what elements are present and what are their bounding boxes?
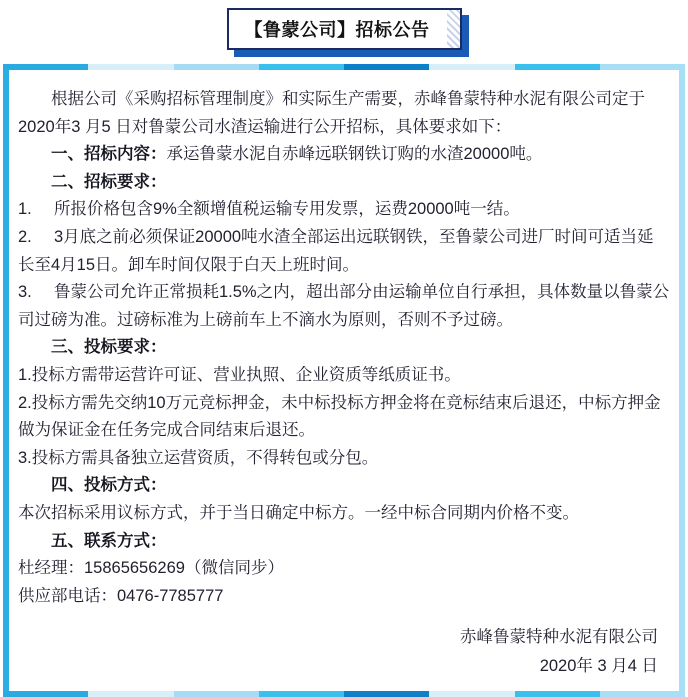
border-segment — [88, 691, 173, 697]
frame-bottom-border — [3, 691, 685, 697]
item-number: 1. — [18, 200, 32, 219]
frame-top-border — [3, 64, 685, 70]
border-segment — [174, 691, 259, 697]
border-segment — [3, 64, 88, 70]
bid-requirement-item: 3.投标方需具备独立运营资质，不得转包或分包。 — [18, 448, 379, 467]
section2-heading: 二、招标要求： — [51, 172, 167, 191]
signature-company: 赤峰鲁蒙特种水泥有限公司 — [460, 628, 658, 647]
section5-heading: 五、联系方式： — [51, 531, 167, 550]
title-stripe-decoration — [447, 10, 460, 48]
border-segment — [429, 691, 514, 697]
item-text: 所报价格包含9%全额增值税运输专用发票，运费20000吨一结。 — [54, 200, 520, 219]
border-segment — [3, 691, 88, 697]
border-segment — [259, 691, 344, 697]
contact-line-manager: 杜经理：15865656269（微信同步） — [18, 559, 284, 578]
border-segment — [344, 64, 429, 70]
section4-heading-line — [18, 472, 670, 500]
requirement-item — [18, 279, 670, 334]
bid-requirement-item: 2.投标方需先交纳10万元竞标押金，未中标投标方押金将在竞标结束后退还，中标方押金做为保证金在任务完成合同结束后退还。 — [18, 393, 661, 440]
contact-line-department: 供应部电话：0476-7785777 — [18, 586, 224, 605]
section1-text: 承运鲁蒙水泥自赤峰远联钢铁订购的水渣20000吨。 — [166, 145, 543, 164]
border-segment — [259, 64, 344, 70]
notice-frame — [3, 64, 685, 697]
page-title: 【鲁蒙公司】招标公告 — [244, 20, 430, 40]
requirement-item — [18, 224, 670, 279]
item-number: 2. — [18, 227, 32, 246]
section1-heading: 一、招标内容： — [51, 145, 167, 164]
section2-heading-line — [18, 169, 670, 197]
intro-paragraph: 根据公司《采购招标管理制度》和实际生产需要，赤峰鲁蒙特种水泥有限公司定于2020年3 月5 日对鲁蒙公司水渣运输进行公开招标，具体要求如下： — [18, 90, 645, 136]
requirement-item — [18, 196, 670, 224]
item-text: 鲁蒙公司允许正常损耗1.5%之内，超出部分由运输单位自行承担，具体数量以鲁蒙公司过磅为准。过磅标准为上磅前车上不滴水为原则，否则不予过磅。 — [18, 283, 670, 329]
signature-block — [18, 623, 670, 681]
item-text: 3月底之前必须保证20000吨水渣全部运出远联钢铁，至鲁蒙公司进厂时间可适当延长至4月15日。卸车时间仅限于白天上班时间。 — [18, 227, 654, 274]
notice-content — [3, 70, 685, 691]
signature-date: 2020年 3 月4 日 — [539, 657, 658, 676]
border-segment — [174, 64, 259, 70]
section4-text: 本次招标采用议标方式，并于当日确定中标方。一经中标合同期内价格不变。 — [18, 503, 579, 522]
border-segment — [429, 64, 514, 70]
title-area — [0, 0, 688, 50]
border-segment — [600, 64, 685, 70]
section3-heading: 三、投标要求： — [51, 338, 167, 357]
section5-heading-line — [18, 528, 670, 556]
bid-requirement-item: 1.投标方需带运营许可证、营业执照、企业资质等纸质证书。 — [18, 365, 461, 384]
section3-heading-line — [18, 334, 670, 362]
border-segment — [515, 691, 600, 697]
border-segment — [344, 691, 429, 697]
item-number: 3. — [18, 283, 32, 302]
page-title-box — [227, 8, 462, 50]
border-segment — [600, 691, 685, 697]
border-segment — [515, 64, 600, 70]
section4-heading: 四、投标方式： — [51, 476, 167, 495]
section1-line — [18, 141, 670, 169]
border-segment — [88, 64, 173, 70]
